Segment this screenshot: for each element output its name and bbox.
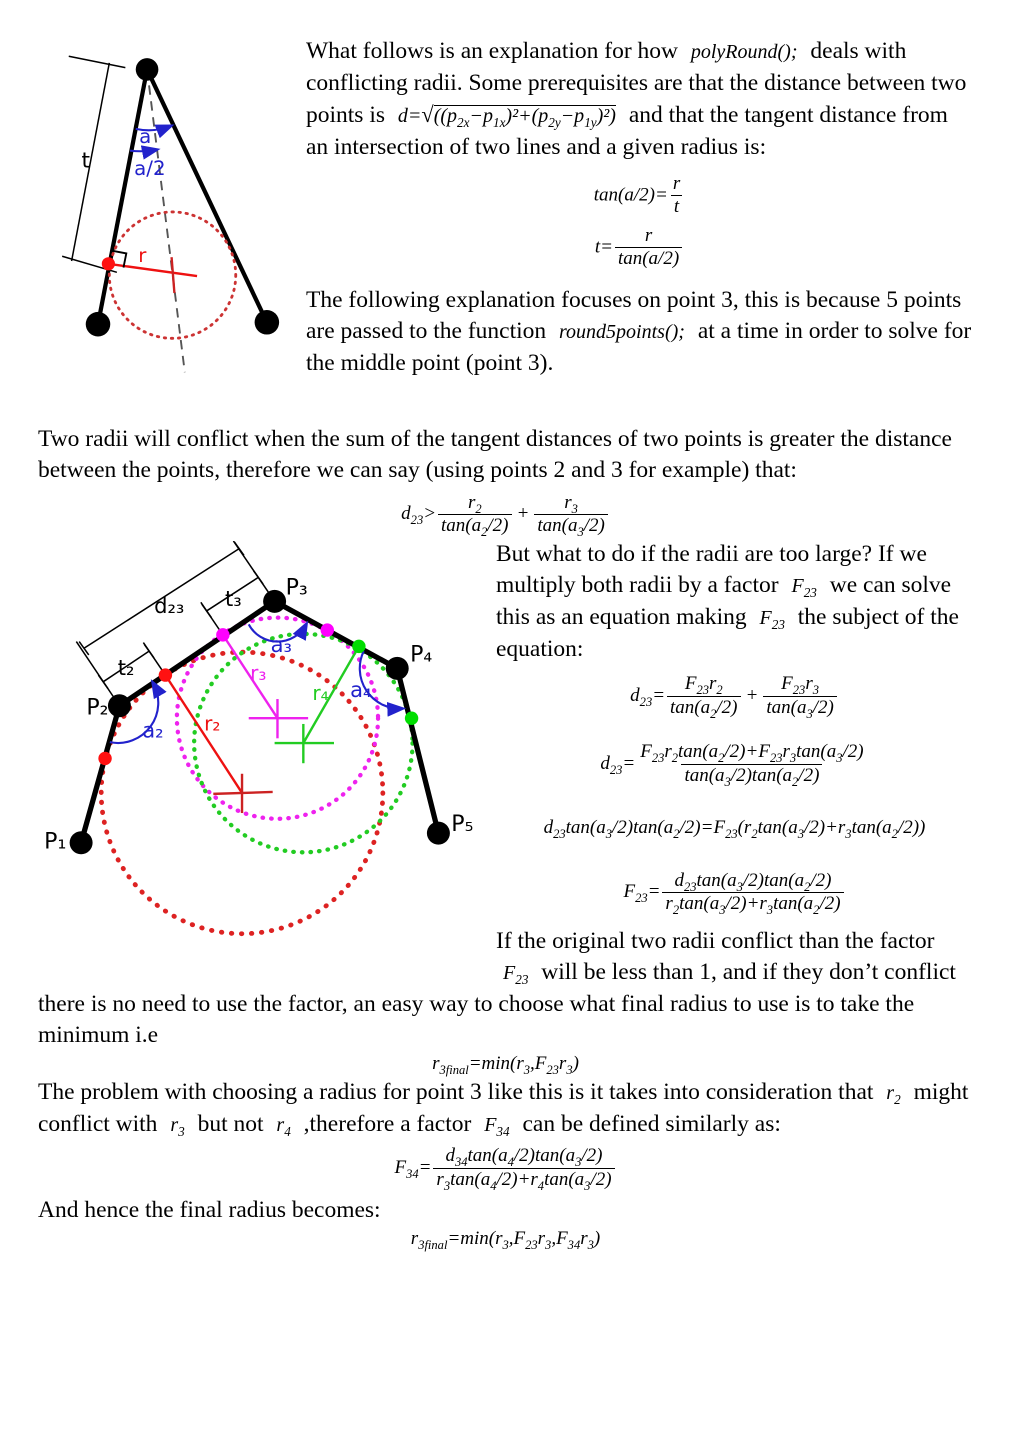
a-label: a <box>139 125 152 149</box>
f23-inline-math-2: $F_{23}$ <box>759 607 785 633</box>
p6-text-2: might conflict with <box>38 1079 969 1138</box>
fraction: $\frac{r}{\tan(a/2)}$ <box>615 225 682 271</box>
red-center-cross <box>213 774 272 813</box>
fraction: $\frac{d_{23}\tan(a_3/2)\tan(a_2/2)}{r_2\tan(a_3/2)+r_3\tan(a_2/2)}$ <box>662 870 843 916</box>
plus-operator: + <box>745 684 759 706</box>
red-tangent-dot-2 <box>159 669 172 682</box>
p4-text-1: But what to do if the radii are too large? If we multiply both radii by a factor <box>496 541 927 599</box>
formula-lhs: tan(a/2)= <box>593 184 668 206</box>
r3-inline-math: $r_3$ <box>170 1114 185 1140</box>
p2-text-2: at a time in order to solve for the middle point (point 3). <box>306 317 972 376</box>
fraction: $\frac{F_{23}r_3}{\tan(a_3/2)}$ <box>763 673 836 719</box>
magenta-center-cross <box>249 699 308 738</box>
f23-inline-math-1: $F_{23}$ <box>791 575 817 601</box>
p5-text-2: will be less than 1, and if they don’t conflict there is no need to use the factor, an easy way to choose what final radius to use is to take the minimum i.e <box>38 958 956 1048</box>
r4-label: r₄ <box>312 681 329 706</box>
formula-r3final-min <box>38 1053 973 1076</box>
fraction: $\frac{d_{34}\tan(a_4/2)\tan(a_3/2)}{r_3\tan(a_4/2)+r_4\tan(a_3/2)}$ <box>433 1145 614 1191</box>
f34-inline-math: $F_{34}$ <box>484 1114 510 1140</box>
formula-text: $d_{23}\tan(a_3/2)\tan(a_2/2)=F_{23}(r_2\tan(a_3/2)+r_3\tan(a_2/2))$ <box>543 817 926 841</box>
apex-vertex-dot <box>136 58 159 81</box>
p4-text-3: the subject of the equation: <box>496 604 959 663</box>
intro-text-3: and that the tangent distance from an intersection of two lines and a given radius is: <box>306 102 948 160</box>
p4-label: P₄ <box>410 643 433 669</box>
a2-label: a₂ <box>142 717 164 743</box>
p6-text-3: but not <box>191 1111 270 1138</box>
p4-vertex-dot <box>386 657 409 680</box>
formula-f34-definition <box>38 1145 973 1191</box>
p6-text-5: can be defined similarly as: <box>516 1111 781 1138</box>
a3-label: a₃ <box>270 632 292 658</box>
distance-inline-math <box>391 102 623 130</box>
round5points-inline-math: round5points(); <box>559 320 685 343</box>
fraction: $\frac{r_2}{\tan(a_2/2)}$ <box>438 492 511 538</box>
polyround-inline-math: polyRound(); <box>690 41 798 63</box>
p2-text-1: The following explanation focuses on point 3, this is because 5 points are passed to the function <box>306 286 962 344</box>
paragraph-minimum <box>38 926 973 1051</box>
formula-lhs: $d_{23}=$ <box>630 684 666 709</box>
a-half-label: a/2 <box>134 157 166 181</box>
bisector-dashed-line <box>147 69 185 372</box>
p6-text-4: ,therefore a factor <box>297 1111 478 1138</box>
radius-line <box>108 264 197 276</box>
right-vertex-dot <box>255 310 280 335</box>
p3-vertex-dot <box>263 590 286 613</box>
left-vertex-dot <box>86 312 111 337</box>
paragraph-f34 <box>38 1077 973 1141</box>
f23-inline-math-3: $F_{23}$ <box>503 961 529 987</box>
r4-inline-math: $r_4$ <box>276 1114 291 1140</box>
formula-conflict-inequality <box>38 492 973 538</box>
p1-label: P₁ <box>44 829 67 855</box>
p6-text-1: The problem with choosing a radius for point 3 like this is it takes into consideration that <box>38 1079 880 1106</box>
fraction: $\frac{r_3}{\tan(a_3/2)}$ <box>534 492 607 538</box>
p1-vertex-dot <box>70 832 93 855</box>
tangent-point-dot <box>102 257 115 270</box>
formula-lhs: $F_{34}=$ <box>394 1156 432 1181</box>
formula-lhs: $d_{23}=$ <box>600 752 636 777</box>
r2-label: r₂ <box>204 712 221 737</box>
plus-operator: + <box>516 502 530 524</box>
t2-label: t₂ <box>117 655 135 681</box>
p5-vertex-dot <box>427 822 450 845</box>
p2-label: P₂ <box>86 695 109 721</box>
r2-inline-math: $r_2$ <box>886 1082 901 1108</box>
green-tangent-dot-1 <box>352 640 365 653</box>
formula-r3final-complete <box>38 1228 973 1251</box>
fraction: $\frac{F_{23}r_2}{\tan(a_2/2)}$ <box>667 673 740 719</box>
red-tangent-dot-1 <box>98 752 111 765</box>
formula-lhs: $d_{23}>$ <box>401 502 437 527</box>
magenta-tangent-dot-2 <box>321 624 334 637</box>
paragraph-final-radius <box>38 1195 973 1226</box>
p7-text: And hence the final radius becomes: <box>38 1197 381 1224</box>
p3-text: Two radii will conflict when the sum of the tangent distances of two points is greater the distance between the points, therefore we can say (using points 2 and 3 for example) that: <box>38 425 952 483</box>
formula-lhs: $F_{23}=$ <box>623 881 661 905</box>
polyline-rounding-diagram <box>38 541 493 939</box>
sqrt-sign: √ <box>421 102 434 127</box>
t3-label: t₃ <box>225 586 242 612</box>
magenta-tangent-dot-1 <box>216 629 229 642</box>
p5-text-1: If the original two radii conflict than the factor <box>496 927 935 954</box>
t-label: t <box>81 148 90 174</box>
r-label: r <box>138 243 147 267</box>
p4-text-2: we can solve this as an equation making <box>496 572 952 631</box>
formula-text: $r_{3final}=\min(r_3,F_{23}r_3,F_{34}r_3)$ <box>410 1228 601 1253</box>
angle-a-half-arc <box>130 150 156 152</box>
sqrt-radicand: $((p_{2x}-p_{1x})^2+(p_{2y}-p_{1y})^2)$ <box>433 105 616 130</box>
p5-label: P₅ <box>451 812 474 838</box>
r3-label: r₃ <box>250 661 267 686</box>
intro-text-2: deals with conflicting radii. Some prerequisites are that the distance between two points is <box>306 38 967 128</box>
intro-text-1: What follows is an explanation for how <box>306 38 684 64</box>
green-center-cross <box>275 724 334 763</box>
a4-label: a₄ <box>350 677 372 703</box>
left-edge-line <box>98 69 147 324</box>
p2-vertex-dot <box>108 695 131 718</box>
distance-lhs: d= <box>397 105 422 127</box>
d23-label: d₂₃ <box>154 593 185 619</box>
formula-lhs: t= <box>594 236 613 258</box>
circle-center-cross <box>172 257 175 293</box>
paragraph-conflict <box>38 424 973 486</box>
p3-label: P₃ <box>285 576 308 602</box>
formula-text: $r_{3final}=\min(r_3,F_{23}r_3)$ <box>432 1052 579 1077</box>
tangent-angle-diagram <box>48 44 298 384</box>
fraction: $\frac{r}{t}$ <box>672 173 681 218</box>
green-tangent-dot-2 <box>405 712 418 725</box>
right-edge-line <box>147 69 267 322</box>
fraction: $\frac{F_{23}r_2\tan(a_2/2)+F_{23}r_3\tan(a_3/2)}{\tan(a_3/2)\tan(a_2/2)}$ <box>640 741 864 789</box>
